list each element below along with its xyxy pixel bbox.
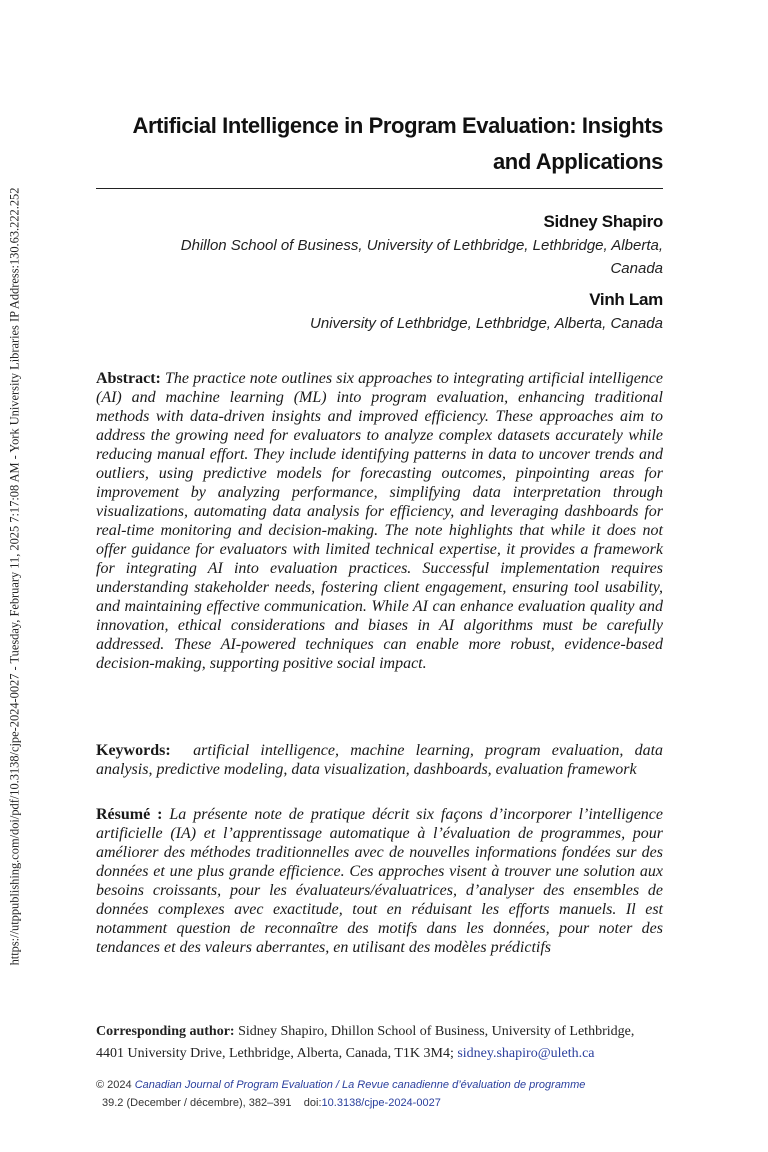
author-block [96, 210, 663, 343]
abstract-text: The practice note outlines six approaches to integrating artificial intelligence (AI) and machine learning (ML) into program evaluation, enhancing traditional methods with data-driven insights and improved efficiency. These approaches aim to address the growing need for evaluators to analyze complex datasets accurately while reducing manual effort. They include identifying patterns in data to uncover trends and outliers, using predictive models for forecasting outcomes, pinpointing areas for improvement by analyzing performance, simplifying data interpretation through visualizations, automating data analysis for efficiency, and leveraging dashboards for real-time monitoring and decision-making. The note highlights that while it does not offer guidance for evaluators with limited technical expertise, it provides a framework for integrating AI into evaluation practices. Successful implementation requires understanding stakeholder needs, fostering client engagement, ensuring tool usability, and maintaining effective communication. While AI can enhance evaluation quality and innovation, ethical considerations and biases in AI algorithms must be carefully addressed. These AI-powered techniques can enable more robust, evidence-based decision-making, supporting positive social impact. [96, 370, 664, 672]
author-affiliation-line: Dhillon School of Business, University of Lethbridge, Lethbridge, Alberta, [180, 237, 663, 254]
resume-text: La présente note de pratique décrit six façons d’incorporer l’intelligence artificielle (IA) et l’apprentissage automatique à l’évaluation de programmes, pour améliorer des méthodes traditionnelles avec de nouvelles informations fondées sur des données et une plus grande efficience. Ces approches visent à trouver une solution aux besoins croissants, pour les évaluateurs/évaluatrices, d’analyser des ensembles de données complexes avec exactitude, tout en réduisant les efforts manuels. Il est notamment question de reconnaître des motifs dans les données, pour noter des tendances et des valeurs aberrantes, en utilisant des modèles prédictifs [96, 806, 663, 956]
corresponding-author-label: Corresponding author: [96, 1024, 235, 1039]
keywords-text: artificial intelligence, machine learning, program evaluation, data analysis, predictive modeling, data visualization, dashboards, evaluation framework [96, 742, 664, 778]
issue-info: 39.2 (December / décembre), 382–391 [102, 1097, 292, 1109]
journal-link[interactable]: Canadian Journal of Program Evaluation / La Revue canadienne d’évaluation de programme [134, 1079, 586, 1091]
download-watermark-text: https://utppublishing.com/doi/pdf/10.3138/cjpe-2024-0027 - Tuesday, February 11, 2025 7:17:08 AM - York University Libraries IP Address:130.63.222.252 [7, 187, 22, 965]
journal-footer [96, 1076, 696, 1112]
download-watermark [0, 126, 30, 1026]
author-affiliation-line: Canada [610, 260, 663, 277]
abstract-label: Abstract: [96, 370, 161, 387]
author-name: Sidney Shapiro [543, 212, 663, 231]
copyright: © 2024 [96, 1079, 132, 1091]
doi-label: doi: [303, 1097, 322, 1109]
author-affiliation [96, 312, 663, 335]
keywords [96, 741, 663, 779]
footer-line-2 [96, 1094, 696, 1112]
footer-line-1 [96, 1076, 696, 1094]
article-title [96, 108, 663, 180]
corresponding-author-address: Sidney Shapiro, Dhillon School of Business, University of Lethbridge, 4401 University Drive, Lethbridge, Alberta, Canada, T1K 3M4; [96, 1024, 635, 1061]
author-affiliation-line: University of Lethbridge, Lethbridge, Alberta, Canada [310, 315, 663, 332]
author-affiliation [96, 234, 663, 280]
keywords-label: Keywords: [96, 742, 171, 759]
doi-link[interactable]: 10.3138/cjpe-2024-0027 [321, 1097, 441, 1109]
resume [96, 805, 663, 957]
corresponding-author [96, 1021, 663, 1065]
article-title-line-2: and Applications [492, 149, 663, 174]
article-title-line-1: Artificial Intelligence in Program Evaluation: Insights [132, 113, 663, 138]
author-name: Vinh Lam [589, 290, 663, 309]
title-rule [96, 188, 663, 189]
corresponding-author-email-link[interactable]: sidney.shapiro@uleth.ca [457, 1046, 595, 1061]
resume-label: Résumé : [96, 806, 163, 823]
abstract [96, 369, 663, 673]
